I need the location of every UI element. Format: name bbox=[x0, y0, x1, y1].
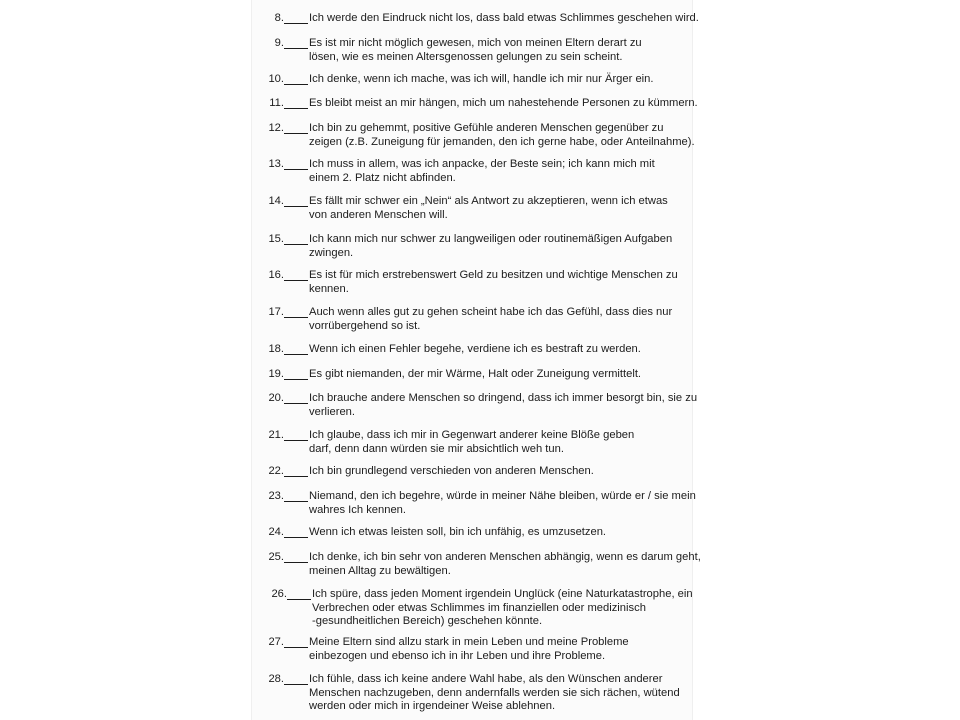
item-continuation-line bbox=[251, 443, 691, 457]
item-text: Es bleibt meist an mir hängen, mich um nahestehende Personen zu kümmern. bbox=[309, 97, 698, 109]
item-text: lösen, wie es meinen Altersgenossen gelungen zu sein scheint. bbox=[309, 50, 623, 63]
answer-blank[interactable] bbox=[284, 429, 308, 441]
item-text: Niemand, den ich begehre, würde in meiner Nähe bleiben, würde er / sie mein bbox=[309, 490, 696, 502]
item-continuation-line bbox=[251, 209, 691, 223]
item-first-line bbox=[251, 97, 698, 111]
item-number: 26. bbox=[271, 588, 287, 600]
answer-blank[interactable] bbox=[284, 269, 308, 281]
questionnaire-item bbox=[251, 233, 691, 260]
item-text: Wenn ich einen Fehler begehe, verdiene ich es bestraft zu werden. bbox=[309, 343, 641, 355]
questionnaire-item bbox=[251, 343, 691, 357]
item-text: Ich bin grundlegend verschieden von anderen Menschen. bbox=[309, 465, 594, 477]
questionnaire-item bbox=[251, 490, 696, 517]
answer-blank[interactable] bbox=[284, 73, 308, 85]
item-continuation-line bbox=[254, 602, 694, 616]
item-text: werden oder mich in irgendeiner Weise ablehnen. bbox=[309, 700, 556, 712]
questionnaire-item bbox=[251, 158, 691, 185]
item-text: von anderen Menschen will. bbox=[309, 208, 448, 221]
item-continuation-line bbox=[251, 320, 691, 334]
item-text: Meine Eltern sind allzu stark in mein Leben und meine Probleme bbox=[309, 636, 629, 648]
answer-blank[interactable] bbox=[284, 526, 308, 538]
answer-blank[interactable] bbox=[284, 122, 308, 134]
item-first-line bbox=[251, 551, 701, 565]
questionnaire-item bbox=[251, 551, 701, 578]
item-number: 22. bbox=[268, 465, 284, 477]
item-text: einem 2. Platz nicht abfinden. bbox=[309, 171, 456, 184]
item-first-line bbox=[251, 392, 698, 406]
item-continuation-line bbox=[251, 565, 691, 579]
item-first-line bbox=[251, 37, 691, 51]
item-number: 25. bbox=[268, 551, 284, 563]
item-text: Wenn ich etwas leisten soll, bin ich unfähig, es umzusetzen. bbox=[309, 526, 607, 538]
answer-blank[interactable] bbox=[284, 551, 308, 563]
item-text: Es fällt mir schwer ein „Nein“ als Antwort zu akzeptieren, wenn ich etwas bbox=[309, 195, 668, 207]
item-first-line bbox=[251, 122, 691, 136]
item-continuation-line bbox=[251, 687, 691, 701]
item-continuation-line bbox=[251, 51, 691, 65]
item-text: Ich werde den Eindruck nicht los, dass bald etwas Schlimmes geschehen wird. bbox=[309, 12, 699, 24]
item-first-line bbox=[251, 368, 691, 382]
item-first-line bbox=[251, 343, 691, 357]
item-text: Ich muss in allem, was ich anpacke, der Beste sein; ich kann mich mit bbox=[309, 158, 655, 170]
answer-blank[interactable] bbox=[284, 233, 308, 245]
item-first-line bbox=[251, 195, 691, 209]
item-first-line bbox=[251, 73, 691, 87]
item-first-line bbox=[251, 158, 691, 172]
questionnaire-sheet bbox=[251, 0, 701, 720]
item-first-line bbox=[251, 12, 699, 26]
item-number: 16. bbox=[268, 269, 284, 281]
answer-blank[interactable] bbox=[284, 465, 308, 477]
item-text: Ich fühle, dass ich keine andere Wahl habe, als den Wünschen anderer bbox=[309, 673, 663, 685]
item-continuation-line bbox=[251, 247, 691, 261]
item-continuation-line bbox=[251, 700, 691, 714]
questionnaire-item bbox=[251, 392, 698, 419]
item-text: Ich bin zu gehemmt, positive Gefühle anderen Menschen gegenüber zu bbox=[309, 122, 664, 134]
item-number: 20. bbox=[268, 392, 284, 404]
item-text: einbezogen und ebenso ich in ihr Leben und ihre Probleme. bbox=[309, 649, 606, 662]
item-number: 28. bbox=[268, 673, 284, 685]
item-text: Es ist mir nicht möglich gewesen, mich von meinen Eltern derart zu bbox=[309, 37, 642, 49]
item-first-line bbox=[251, 306, 691, 320]
item-text: zeigen (z.B. Zuneigung für jemanden, den ich gerne habe, oder Anteilnahme). bbox=[309, 135, 695, 148]
item-first-line bbox=[251, 490, 696, 504]
answer-blank[interactable] bbox=[287, 588, 311, 600]
item-first-line bbox=[251, 429, 691, 443]
item-first-line bbox=[251, 636, 691, 650]
answer-blank[interactable] bbox=[284, 195, 308, 207]
item-number: 19. bbox=[268, 368, 284, 380]
questionnaire-item bbox=[251, 465, 691, 479]
questionnaire-item bbox=[254, 588, 694, 629]
item-text: Auch wenn alles gut zu gehen scheint habe ich das Gefühl, dass dies nur bbox=[309, 306, 673, 318]
item-text: wahres Ich kennen. bbox=[309, 503, 407, 516]
answer-blank[interactable] bbox=[284, 37, 308, 49]
item-number: 21. bbox=[268, 429, 284, 441]
item-text: darf, denn dann würden sie mir absichtlich weh tun. bbox=[309, 442, 564, 455]
questionnaire-item bbox=[251, 37, 691, 64]
item-number: 10. bbox=[268, 73, 284, 85]
questionnaire-item bbox=[251, 636, 691, 663]
questionnaire-item bbox=[251, 122, 695, 149]
questionnaire-item bbox=[251, 269, 691, 296]
questionnaire-item bbox=[251, 195, 691, 222]
item-continuation-line bbox=[251, 135, 695, 150]
answer-blank[interactable] bbox=[284, 12, 308, 24]
questionnaire-item bbox=[251, 429, 691, 456]
item-text: meinen Alltag zu bewältigen. bbox=[309, 564, 451, 577]
item-number: 15. bbox=[268, 233, 284, 245]
questionnaire-item bbox=[251, 526, 691, 540]
questionnaire-item bbox=[251, 368, 691, 382]
item-text: Ich spüre, dass jeden Moment irgendein Unglück (eine Naturkatastrophe, ein bbox=[312, 588, 693, 600]
item-first-line bbox=[251, 673, 691, 687]
item-text: Ich denke, ich bin sehr von anderen Menschen abhängig, wenn es darum geht, bbox=[309, 551, 701, 563]
item-continuation-line bbox=[251, 504, 691, 518]
answer-blank[interactable] bbox=[284, 636, 308, 648]
answer-blank[interactable] bbox=[284, 306, 308, 318]
item-number: 14. bbox=[268, 195, 284, 207]
item-continuation-line bbox=[251, 650, 691, 664]
item-first-line bbox=[251, 269, 691, 283]
item-text: Ich kann mich nur schwer zu langweiligen oder routinemäßigen Aufgaben bbox=[309, 233, 673, 245]
questionnaire-item bbox=[251, 97, 698, 111]
item-number: 18. bbox=[268, 343, 284, 355]
item-continuation-line bbox=[251, 283, 691, 297]
answer-blank[interactable] bbox=[284, 392, 308, 404]
item-text: Ich brauche andere Menschen so dringend, dass ich immer besorgt bin, sie zu bbox=[309, 392, 698, 404]
item-text: Ich glaube, dass ich mir in Gegenwart anderer keine Blöße geben bbox=[309, 429, 635, 441]
item-number: 17. bbox=[268, 306, 284, 318]
answer-blank[interactable] bbox=[284, 97, 308, 109]
item-first-line bbox=[251, 233, 691, 247]
item-continuation-line bbox=[251, 406, 691, 420]
item-number: 12. bbox=[268, 122, 284, 134]
questionnaire-item bbox=[251, 73, 691, 87]
item-text: vorrübergehend so ist. bbox=[309, 319, 421, 332]
item-text: Es ist für mich erstrebenswert Geld zu besitzen und wichtige Menschen zu bbox=[309, 269, 678, 281]
answer-blank[interactable] bbox=[284, 490, 308, 502]
item-number: 9. bbox=[274, 37, 284, 49]
item-number: 24. bbox=[268, 526, 284, 538]
item-text: kennen. bbox=[309, 282, 349, 295]
answer-blank[interactable] bbox=[284, 343, 308, 355]
item-continuation-line bbox=[254, 615, 694, 629]
answer-blank[interactable] bbox=[284, 158, 308, 170]
answer-blank[interactable] bbox=[284, 673, 308, 685]
item-text: Es gibt niemanden, der mir Wärme, Halt oder Zuneigung vermittelt. bbox=[309, 368, 642, 380]
item-first-line bbox=[254, 588, 694, 602]
item-text: -gesundheitlichen Bereich) geschehen könnte. bbox=[312, 615, 543, 627]
item-number: 27. bbox=[268, 636, 284, 648]
questionnaire-item bbox=[251, 306, 691, 333]
item-text: Verbrechen oder etwas Schlimmes im finanziellen oder medizinisch bbox=[312, 601, 646, 614]
item-first-line bbox=[251, 526, 691, 540]
item-first-line bbox=[251, 465, 691, 479]
item-number: 13. bbox=[268, 158, 284, 170]
questionnaire-item bbox=[251, 673, 691, 714]
item-number: 23. bbox=[268, 490, 284, 502]
item-text: zwingen. bbox=[309, 246, 354, 259]
answer-blank[interactable] bbox=[284, 368, 308, 380]
item-number: 11. bbox=[269, 97, 284, 109]
item-text: Ich denke, wenn ich mache, was ich will, handle ich mir nur Ärger ein. bbox=[309, 73, 654, 85]
item-text: Menschen nachzugeben, denn andernfalls werden sie sich rächen, wütend bbox=[309, 686, 680, 699]
item-number: 8. bbox=[274, 12, 284, 24]
item-text: verlieren. bbox=[309, 405, 356, 418]
item-continuation-line bbox=[251, 172, 691, 186]
questionnaire-item bbox=[251, 12, 699, 26]
